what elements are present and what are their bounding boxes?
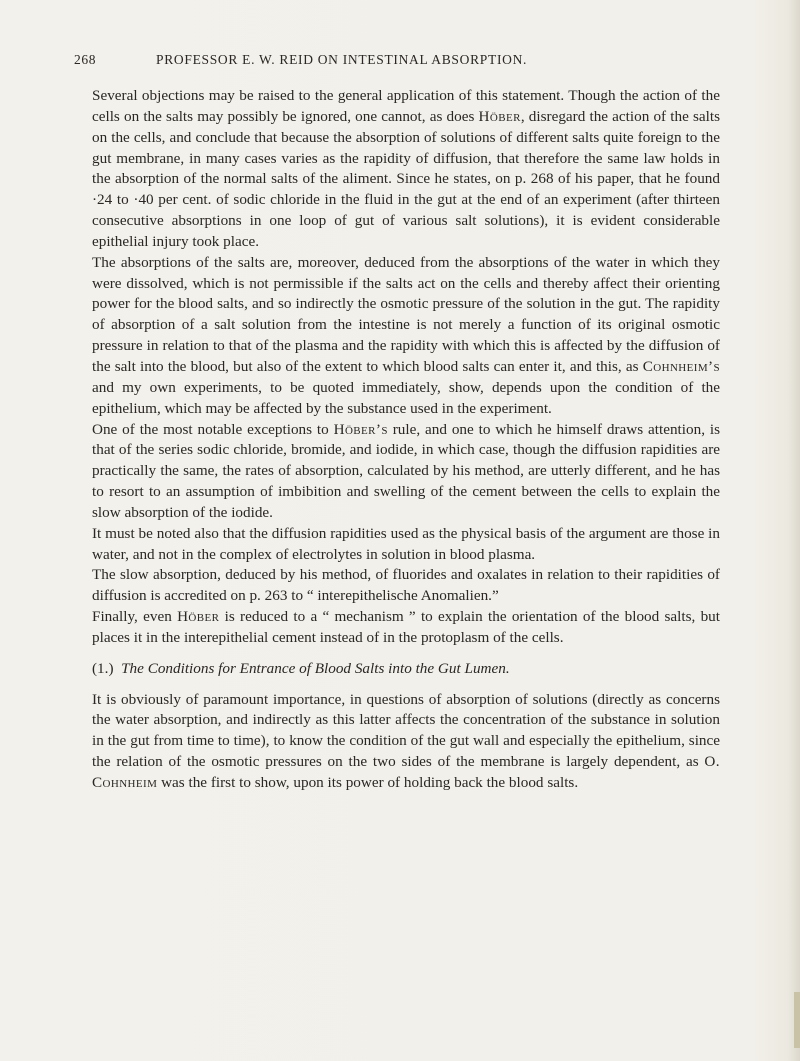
paragraph-2-text-a: The absorptions of the salts are, moreover, deduced from the absorptions of the water in which they were dissolved, which is not permissible if the salts act on the cells and thereby affect their orienting power for the blood salts, and so indirectly the osmotic pressure of the solution in the gut. The rapidity of absorption of a salt solution from the intestine is not merely a function of its original osmotic pressure in relation to that of the plasma and the rapidity with which this is affected by the diffusion of the salt into the blood, but also of the extent to which blood salts can enter it, and this, as: [92, 253, 720, 375]
paragraph-7-text-a: It is obviously of paramount importance, in questions of absorption of solutions (directly as concerns the water absorption, and indirectly as this latter affects the concentration of the substance in solution in the gut from time to time), to know the condition of the gut wall and especially the epithelium, since the relation of the osmotic pressures on the two sides of the membrane is largely dependent, as: [92, 690, 720, 771]
paragraph-7: [92, 690, 720, 794]
author-name-hober: Höber: [177, 608, 220, 626]
page-edge-shadow: [788, 0, 800, 1061]
running-title: PROFESSOR E. W. REID ON INTESTINAL ABSORPTION.: [156, 52, 528, 67]
section-title: The Conditions for Entrance of Blood Salts into the Gut Lumen.: [121, 659, 510, 677]
paragraph-2-text-b: and my own experiments, to be quoted immediately, show, depends upon the condition of the epithelium, which may be affected by the substance used in the experiment.: [92, 378, 720, 417]
author-name-o-cohnheim: O. Cohnheim: [92, 753, 720, 791]
section-number: (1.): [92, 659, 114, 677]
paragraph-3: [92, 420, 720, 524]
page-number: 268: [74, 52, 97, 67]
author-name-hober: Höber: [478, 107, 521, 125]
paragraph-3-text-a: One of the most notable exceptions to: [92, 420, 334, 438]
paragraph-1-text-b: , disregard the action of the salts on the cells, and conclude that because the absorption of solutions of different salts quite foreign to the gut membrane, in many cases varies as the rapidity of diffusion, that therefore the same law holds in the absorption of the normal salts of the aliment. Since he states, on p. 268 of his paper, that he found ·24 to ·40 per cent. of sodic chloride in the fluid in the gut at the end of an experiment (after thirteen consecutive absorptions in one loop of gut of various salt solutions), it is evident considerable epithelial injury took place.: [92, 107, 720, 250]
paragraph-3-text-b: rule, and one to which he himself draws attention, is that of the series sodic chloride, bromide, and iodide, in which case, though the diffusion rapidities are practically the same, the rates of absorption, calculated by his method, are utterly different, and he has to resort to an assumption of imbibition and swelling of the cement between the cells to explain the slow absorption of the iodide.: [92, 420, 720, 521]
paragraph-4: It must be noted also that the diffusion rapidities used as the physical basis of the argument are those in water, and not in the complex of electrolytes in solution in blood plasma.: [92, 524, 720, 563]
paragraph-6: [92, 607, 720, 649]
paragraph-7-text-b: was the first to show, upon its power of holding back the blood salts.: [157, 774, 579, 791]
section-heading: [92, 659, 720, 680]
paragraph-6-text-b: is reduced to a “ mechanism ” to explain the orientation of the blood salts, but places it in the interepithelial cement instead of in the protoplasm of the cells.: [92, 608, 720, 646]
paragraph-6-text-a: Finally, even: [92, 608, 178, 626]
paragraph-5: The slow absorption, deduced by his method, of fluorides and oxalates in relation to their rapidities of diffusion is accredited on p. 263 to “ interepithelische Anomalien.”: [92, 566, 720, 605]
paragraph-1: [92, 86, 720, 253]
author-name-cohnheim: Cohnheim’s: [642, 357, 720, 375]
paragraph-2: [92, 253, 720, 420]
author-name-hober: Höber’s: [333, 420, 388, 438]
running-head: [74, 52, 734, 72]
paragraph-1-text-a: Several objections may be raised to the general application of this statement. Though the action of the cells on the salts may possibly be ignored, one cannot, as does: [92, 87, 720, 125]
body-text: [92, 86, 720, 794]
page-edge-tab: [794, 992, 800, 1048]
